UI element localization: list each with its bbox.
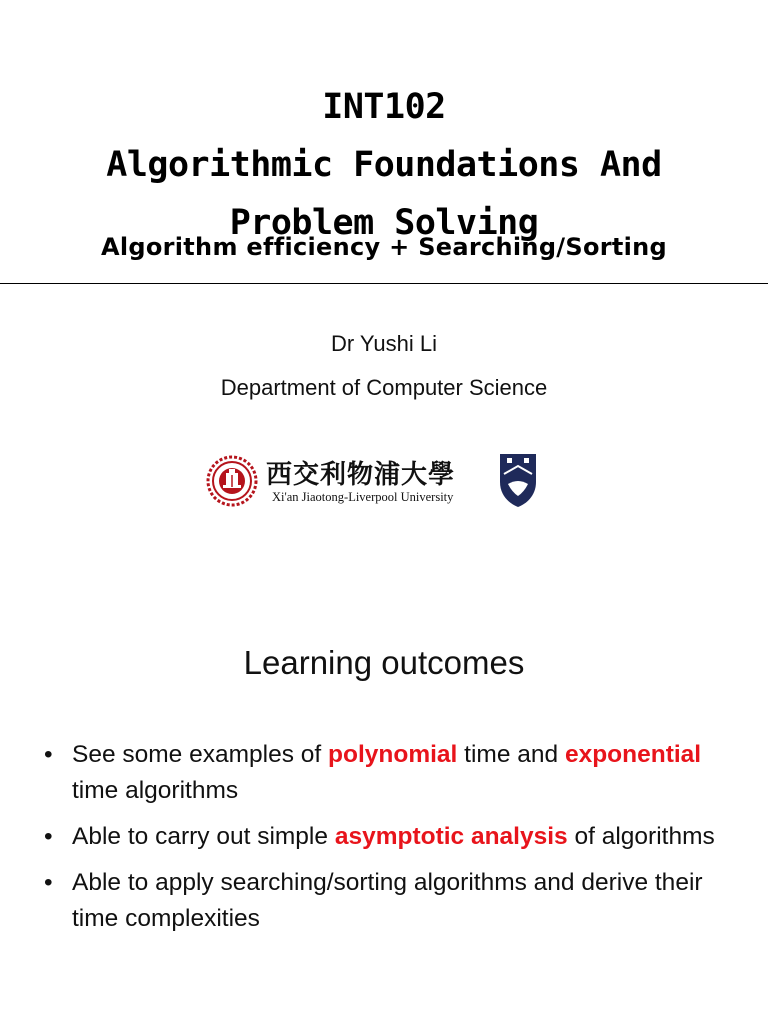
university-seal-icon bbox=[206, 455, 258, 507]
author-name: Dr Yushi Li bbox=[331, 331, 437, 356]
university-shield-icon bbox=[498, 452, 538, 508]
highlighted-term: asymptotic analysis bbox=[334, 823, 568, 850]
highlighted-term: polynomial bbox=[328, 741, 458, 768]
divider-line bbox=[0, 283, 768, 284]
title-line-course-code: INT102 bbox=[322, 87, 446, 127]
outcome-text: time and bbox=[457, 741, 565, 768]
university-name-english: Xi'an Jiaotong-Liverpool University bbox=[272, 490, 454, 504]
learning-outcome-item bbox=[44, 819, 744, 855]
highlighted-term: exponential bbox=[564, 741, 702, 768]
learning-outcome-item bbox=[44, 737, 744, 809]
university-name-chinese: 西交利物浦大學 bbox=[266, 460, 456, 490]
slide-title bbox=[0, 78, 768, 252]
outcome-text: time algorithms bbox=[72, 777, 239, 804]
title-line-course-name-1: Algorithmic Foundations And bbox=[106, 145, 662, 185]
learning-outcome-item bbox=[44, 865, 744, 937]
department-name: Department of Computer Science bbox=[220, 375, 548, 400]
outcome-text: Able to apply searching/sorting algorithms and derive their time complexities bbox=[72, 869, 703, 932]
learning-outcomes-heading: Learning outcomes bbox=[243, 644, 525, 681]
title-line-course-name-2: Problem Solving bbox=[229, 203, 539, 243]
outcome-text: of algorithms bbox=[567, 823, 715, 850]
author-block bbox=[0, 322, 768, 410]
learning-outcomes-list bbox=[44, 737, 744, 947]
university-logo bbox=[206, 452, 538, 512]
outcome-text: Able to carry out simple bbox=[72, 823, 335, 850]
slide-subtitle: Algorithm efficiency + Searching/Sorting bbox=[100, 233, 668, 261]
learning-outcomes-slide bbox=[0, 512, 768, 1024]
outcome-text: See some examples of bbox=[72, 741, 329, 768]
